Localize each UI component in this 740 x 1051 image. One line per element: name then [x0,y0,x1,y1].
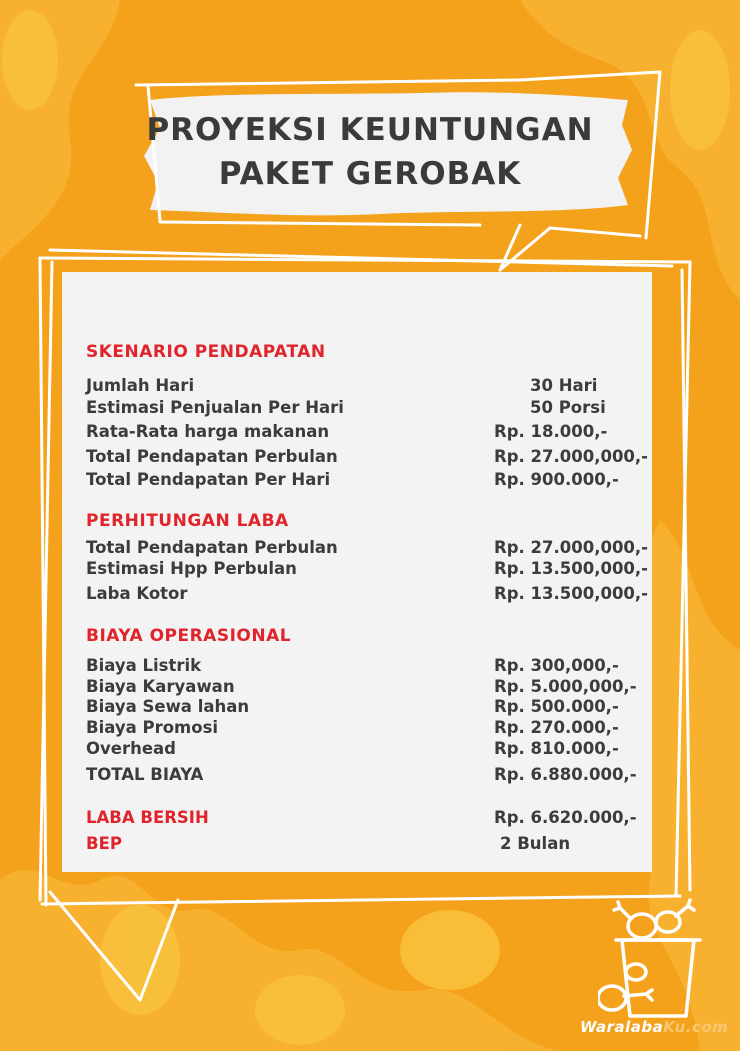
row-label: Biaya Karyawan [86,677,235,696]
list-item [86,470,666,492]
row-value: Rp. 810.000,- [494,739,619,758]
list-item [86,677,666,699]
row-label: Estimasi Hpp Perbulan [86,559,297,578]
row-value: Rp. 900.000,- [494,470,619,489]
row-value: Rp. 13.500,000,- [494,584,649,603]
list-item [86,422,666,444]
row-label: Estimasi Penjualan Per Hari [86,398,344,417]
list-item [86,538,666,560]
list-item [86,584,666,606]
row-label: Total Pendapatan Perbulan [86,538,338,557]
row-value: Rp. 300,000,- [494,656,619,675]
title-banner [100,92,640,222]
row-value: Rp. 18.000,- [494,422,608,441]
section-title-laba: PERHITUNGAN LABA [86,511,289,531]
watermark-part1: Waralaba [580,1018,664,1036]
page-title-line2: PAKET GEROBAK [218,156,522,192]
section-title-operasional: BIAYA OPERASIONAL [86,626,292,646]
list-item [86,656,666,678]
row-value: Rp. 270.000,- [494,718,619,737]
row-label: Total Pendapatan Per Hari [86,470,331,489]
row-value: 30 Hari [530,376,598,395]
list-item [86,697,666,719]
row-value: Rp. 13.500,000,- [494,559,649,578]
row-label: Total Pendapatan Perbulan [86,447,338,466]
row-value: 2 Bulan [500,834,571,853]
row-value: 50 Porsi [530,398,606,417]
row-value: Rp. 6.620.000,- [494,808,637,827]
laba-bersih-row [86,808,666,830]
row-label: Overhead [86,739,176,758]
row-label: BEP [86,834,122,853]
list-item [86,718,666,740]
bep-row [86,834,666,856]
list-item [86,559,666,581]
row-value: Rp. 27.000,000,- [494,447,649,466]
row-label: TOTAL BIAYA [86,765,204,784]
row-label: Laba Kotor [86,584,188,603]
row-value: Rp. 5.000,000,- [494,677,637,696]
row-label: LABA BERSIH [86,808,209,827]
watermark-logo [580,1018,728,1036]
page-title-line1: PROYEKSI KEUNTUNGAN [146,112,594,148]
list-item [86,447,666,469]
watermark-part2: Ku.com [663,1018,729,1036]
total-biaya-row [86,765,666,787]
row-value: Rp. 500.000,- [494,697,619,716]
row-label: Jumlah Hari [86,376,195,395]
row-value: Rp. 6.880.000,- [494,765,637,784]
section-title-pendapatan: SKENARIO PENDAPATAN [86,342,326,362]
row-label: Biaya Listrik [86,656,202,675]
list-item [86,376,666,398]
row-value: Rp. 27.000,000,- [494,538,649,557]
fried-chicken-bucket-icon [598,898,722,1022]
row-label: Rata-Rata harga makanan [86,422,330,441]
row-label: Biaya Promosi [86,718,219,737]
list-item [86,739,666,761]
row-label: Biaya Sewa lahan [86,697,250,716]
list-item [86,398,666,420]
